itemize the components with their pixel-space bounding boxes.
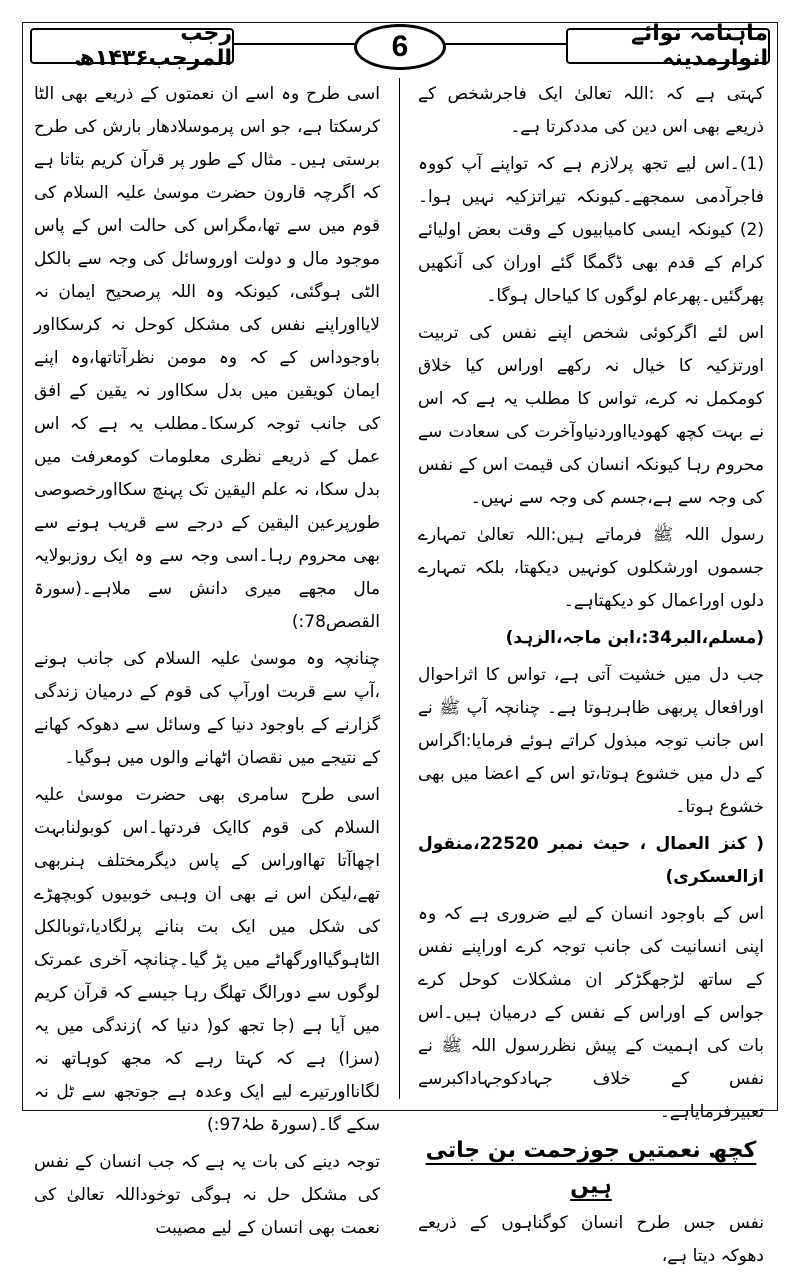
page-number: 6 — [354, 24, 446, 70]
paragraph: اس کے باوجود انسان کے لیے ضروری ہے کہ وہ اپنی انسانیت کی جانب توجہ کرے اوراپنے نفس کے ساتھ لڑجھگڑکر ان مشکلات کوحل کرے جواس کے اوراس کے نفس کے درمیان ہیں۔اس بات کی اہمیت کے پیش نظررسول اللہ ﷺ نے نفس کے خلاف جہادکوجہاداکبرسے تعبیرفرمایاہے۔ — [418, 904, 764, 1122]
right-column — [418, 78, 764, 1266]
hadith-reference: (مسلم،البر34:،ابن ماجہ،الزہد) — [505, 628, 764, 648]
paragraph: توجہ دینے کی بات یہ ہے کہ جب انسان کے نفس کی مشکل حل نہ ہوگی توخوداللہ تعالیٰ کی نعمت بھی انسان کے لیے مصیبت — [34, 1152, 380, 1238]
column-divider — [399, 78, 400, 1099]
paragraph: (1)۔اس لیے تجھ پرلازم ہے کہ تواپنے آپ کووہ فاجرآدمی سمجھے۔کیونکہ تیراتزکیہ نہیں ہوا۔(2) کیونکہ ایسی کامیابیوں کے وقت بعض اولیائے کرام کے قدم بھی ڈگمگا گئے اوران کی آنکھیں پھرگئیں۔پھرعام لوگوں کا کیاحال ہوگا۔ — [418, 154, 764, 306]
page-header — [30, 21, 770, 71]
magazine-title: ماہنامہ نوائے انوارمدینہ — [566, 28, 770, 64]
paragraph: اسی طرح سامری بھی حضرت موسیٰ علیہ السلام کی قوم کاایک فردتھا۔اس کوبولنابہت اچھاآتا تھااوراس کے پاس دیگرمختلف ہنربھی تھے،لیکن اس نے بھی ان وہبی خوبیوں کوبچھڑے کی شکل میں ایک بت بنانے پرلگادیا،توبالکل الٹاہوگیااورگھاٹے میں پڑ گیا۔چنانچہ آخری عمرتک لوگوں سے دورالگ تھلگ رہا جیسے کہ قرآن کریم میں آیا ہے (جا تجھ کو( دنیا کہ )زندگی میں یہ (سزا) ہے کہ کہتا رہے کہ مجھ کوہاتھ نہ لگانااورتیرے لیے ایک وعدہ ہے جوتجھ سے ٹل نہ سکے گا۔(سورۃ طہٰ97:) — [34, 785, 380, 1135]
left-column — [34, 78, 380, 1238]
paragraph: رسول اللہ ﷺ فرماتے ہیں:اللہ تعالیٰ تمہارے جسموں اورشکلوں کونہیں دیکھتا، بلکہ تمہارے دلوں اوراعمال کو دیکھتاہے۔ — [418, 525, 764, 611]
paragraph: جب دل میں خشیت آتی ہے، تواس کا اثراحوال اورافعال پربھی ظاہرہوتا ہے۔ چنانچہ آپ ﷺ نے اس جانب توجہ مبذول کراتے ہوئے فرمایا:اگراس کے دل میں خشوع ہوتا،تو اس کے اعضا میں بھی خشوع ہوتا۔ — [418, 665, 764, 817]
paragraph: اس لئے اگرکوئی شخص اپنے نفس کی تربیت اورتزکیہ کا خیال نہ رکھے اوراس کیا خلاق کومکمل نہ کرے، تواس کا مطلب یہ ہے کہ اس نے بہت کچھ کھودیااوردنیاوآخرت کی سعادت سے محروم رہا کیونکہ انسان کی قیمت اس کے نفس کی وجہ سے ہے،جسم کی وجہ سے نہیں۔ — [418, 323, 764, 508]
hadith-reference: ( کنز العمال ، حیث نمبر 22520،منقول ازالعسکری) — [418, 834, 764, 887]
issue-date: رجب المرجب۱۴۳۶ھ — [30, 28, 234, 64]
paragraph: اسی طرح وہ اسے ان نعمتوں کے ذریعے بھی الٹا کرسکتا ہے، جو اس پرموسلادھار بارش کی طرح برستی ہیں۔ مثال کے طور پر قرآن کریم بتاتا ہے کہ اگرچہ قارون حضرت موسیٰ علیہ السلام کی قوم میں سے تھا،مگراس کی حالت اس کے پاس موجود مال و دولت اوروسائل کی وجہ سے بالکل الٹی ہوگئی، کیونکہ وہ اللہ پرصحیح ایمان نہ لایااوراپنے نفس کی مشکل کوحل نہ کرسکااور باوجوداس کے کہ وہ مومن نظرآتاتھا،وہ اپنے ایمان کویقین میں بدل سکااور نہ یقین کے افق کی جانب توجہ کرسکا۔مطلب یہ ہے کہ اس عمل کے ذریعے نظری معلومات کومعرفت میں بدل سکا، نہ علم الیقین تک پہنچ سکااورخصوصی طورپرعین الیقین کے درجے سے قریب ہونے سے بھی محروم رہا۔اسی وجہ سے وہ ایک روزبولایہ مال مجھے میری دانش سے ملاہے۔(سورۃ القصص78:) — [34, 84, 380, 632]
paragraph: چنانچہ وہ موسیٰ علیہ السلام کی جانب ہونے ،آپ سے قربت اورآپ کی قوم کے درمیان زندگی گزارنے کے باوجود دنیا کے وسائل سے دھوکہ کھانے کے نتیجے میں نقصان اٹھانے والوں میں ہوگیا۔ — [34, 649, 380, 768]
paragraph: نفس جس طرح انسان کوگناہوں کے ذریعے دھوکہ دیتا ہے، — [418, 1213, 764, 1266]
section-heading: کچھ نعمتیں جوزحمت بن جاتی ہیں — [425, 1138, 757, 1199]
paragraph: کہتی ہے کہ :اللہ تعالیٰ ایک فاجرشخص کے ذریعے بھی اس دین کی مددکرتا ہے۔ — [418, 84, 764, 137]
